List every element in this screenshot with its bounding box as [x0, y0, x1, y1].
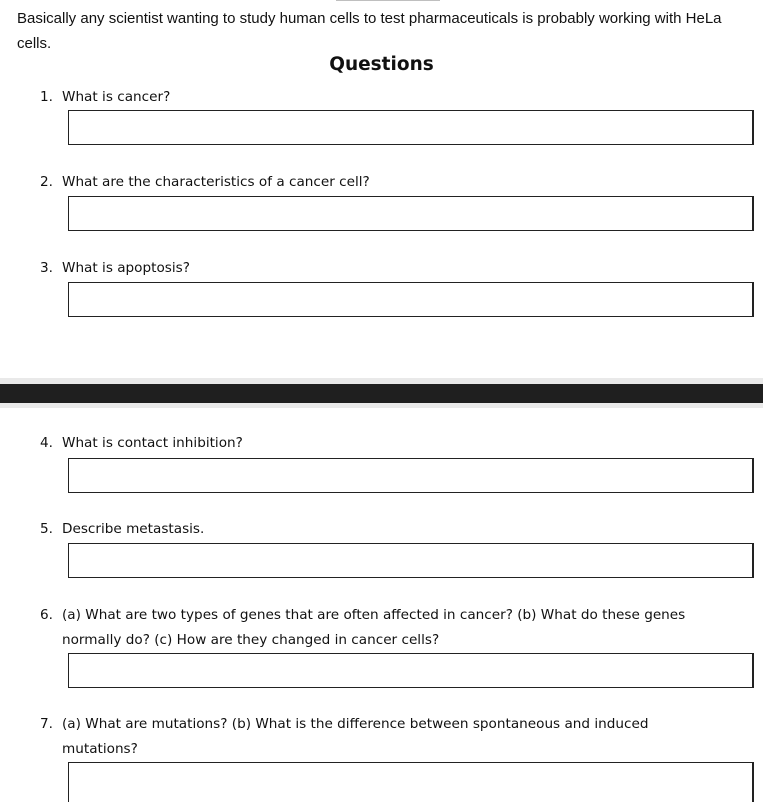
question-text: What is apoptosis?: [62, 260, 190, 276]
answer-box-6[interactable]: [68, 653, 754, 688]
page-top-rule: [336, 0, 440, 1]
question-text: Describe metastasis.: [62, 521, 205, 537]
question-text: (a) What are mutations? (b) What is the difference between spontaneous and induced mutations?: [62, 716, 649, 757]
question-number: 7.: [40, 716, 53, 732]
question-number: 4.: [40, 435, 53, 451]
question-3: [40, 256, 740, 281]
page-break-bar: [0, 384, 763, 403]
intro-paragraph: Basically any scientist wanting to study human cells to test pharmaceuticals is probably working with HeLa cells.: [17, 10, 722, 52]
question-text: What is contact inhibition?: [62, 435, 243, 451]
question-number: 3.: [40, 260, 53, 276]
question-number: 5.: [40, 521, 53, 537]
question-number: 2.: [40, 174, 53, 190]
question-4: [40, 431, 740, 456]
question-6: [40, 603, 720, 653]
answer-box-1[interactable]: [68, 110, 754, 145]
question-number: 1.: [40, 89, 53, 105]
question-1: [40, 85, 740, 110]
question-number: 6.: [40, 607, 53, 623]
answer-box-2[interactable]: [68, 196, 754, 231]
questions-heading: Questions: [329, 54, 434, 75]
question-7: [40, 712, 700, 762]
answer-box-3[interactable]: [68, 282, 754, 317]
question-text: What are the characteristics of a cancer cell?: [62, 174, 370, 190]
answer-box-7[interactable]: [68, 762, 754, 802]
question-5: [40, 517, 740, 542]
question-text: What is cancer?: [62, 89, 171, 105]
question-text: (a) What are two types of genes that are often affected in cancer? (b) What do these genes normally do? (c) How are they changed in cancer cells?: [62, 607, 686, 648]
question-2: [40, 170, 740, 195]
answer-box-5[interactable]: [68, 543, 754, 578]
answer-box-4[interactable]: [68, 458, 754, 493]
